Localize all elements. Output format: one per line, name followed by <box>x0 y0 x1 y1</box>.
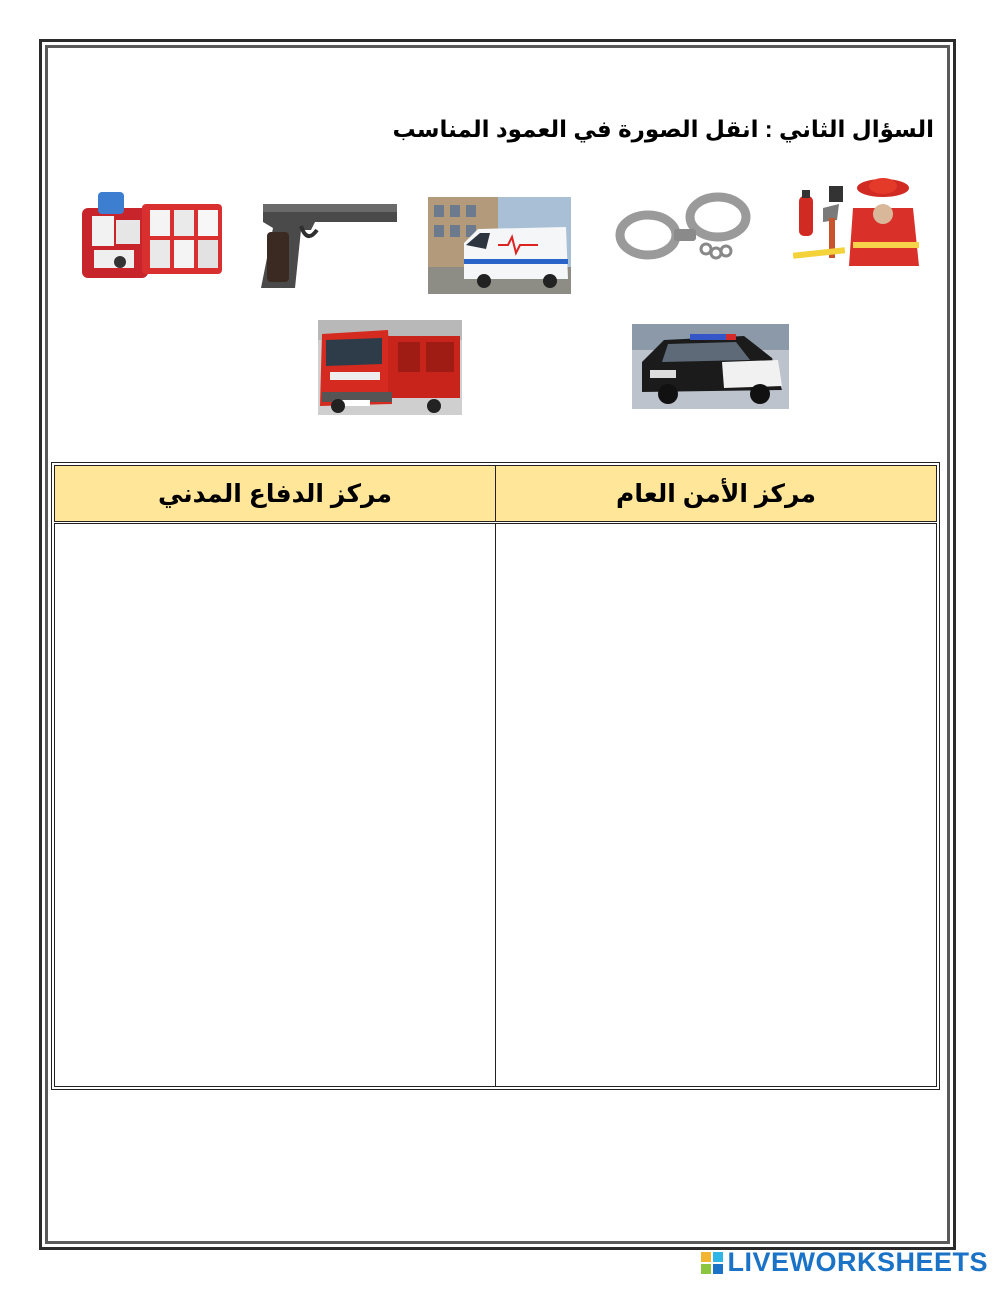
ambulance-image[interactable] <box>428 197 571 294</box>
fire-truck-image[interactable] <box>318 320 462 415</box>
column-header-civil-defense: مركز الدفاع المدني <box>54 465 496 522</box>
liveworksheets-brand[interactable] <box>701 1247 988 1278</box>
drop-zone-public-security[interactable] <box>495 523 937 1087</box>
first-aid-kit-image[interactable] <box>80 190 226 282</box>
handcuffs-image[interactable] <box>614 189 754 267</box>
question-title: السؤال الثاني : انقل الصورة في العمود المناسب <box>392 116 934 142</box>
liveworksheets-logo-icon <box>701 1252 723 1274</box>
drop-zone-civil-defense[interactable] <box>54 523 496 1087</box>
handgun-image[interactable] <box>255 198 401 290</box>
column-header-public-security: مركز الأمن العام <box>495 465 937 522</box>
firefighter-costume-image[interactable] <box>793 178 923 270</box>
sorting-table <box>51 462 940 1090</box>
brand-name: LIVEWORKSHEETS <box>727 1247 988 1277</box>
police-car-image[interactable] <box>632 324 789 409</box>
